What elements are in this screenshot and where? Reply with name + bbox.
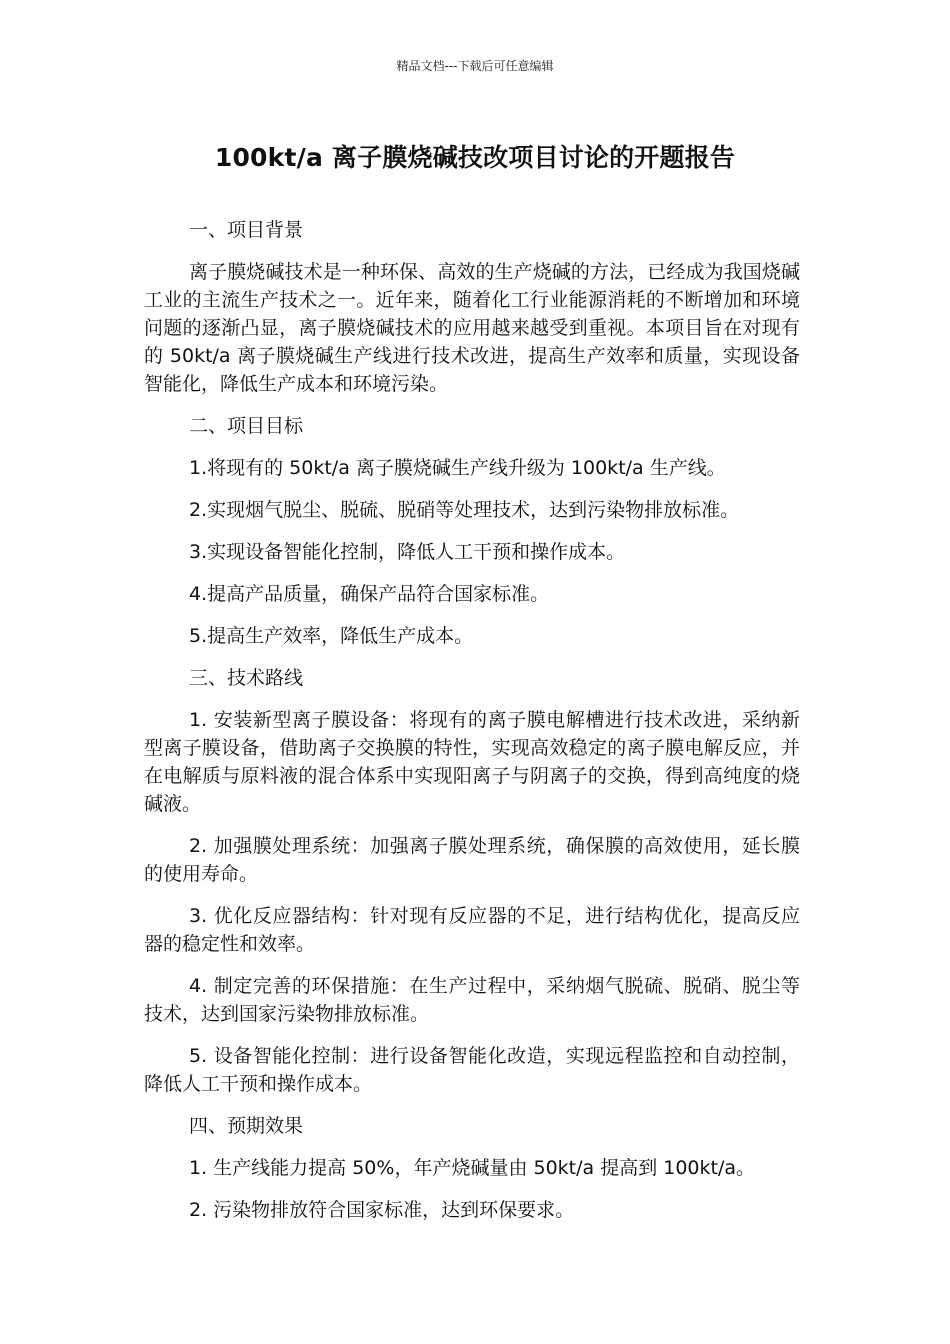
list-item: 1. 安装新型离子膜设备：将现有的离子膜电解槽进行技术改进，采纳新型离子膜设备，借助离子交换膜的特性，实现高效稳定的离子膜电解反应，并在电解质与原料液的混合体系中实现阳离子与阴离子的交换，得到高纯度的烧碱液。 bbox=[144, 709, 800, 815]
list-item: 2. 加强膜处理系统：加强离子膜处理系统，确保膜的高效使用，延长膜的使用寿命。 bbox=[144, 835, 800, 885]
list-item: 3. 优化反应器结构：针对现有反应器的不足，进行结构优化，提高反应器的稳定性和效率。 bbox=[144, 905, 800, 955]
list-item: 1. 生产线能力提高 50%，年产烧碱量由 50kt/a 提高到 100kt/a。 bbox=[189, 1157, 755, 1179]
list-item: 2. 污染物排放符合国家标准，达到环保要求。 bbox=[189, 1199, 575, 1221]
list-item: 1.将现有的 50kt/a 离子膜烧碱生产线升级为 100kt/a 生产线。 bbox=[189, 457, 726, 479]
section-heading: 一、项目背景 bbox=[189, 219, 304, 241]
list-item: 4.提高产品质量，确保产品符合国家标准。 bbox=[189, 583, 550, 605]
section-heading: 二、项目目标 bbox=[189, 415, 304, 437]
list-item: 4. 制定完善的环保措施：在生产过程中，采纳烟气脱硫、脱硝、脱尘等技术，达到国家污染物排放标准。 bbox=[144, 975, 800, 1025]
list-item: 3.实现设备智能化控制，降低人工干预和操作成本。 bbox=[189, 541, 626, 563]
page-header: 精品文档---下载后可任意编辑 bbox=[396, 59, 554, 73]
section-heading: 三、技术路线 bbox=[189, 667, 304, 689]
list-item: 2.实现烟气脱尘、脱硫、脱硝等处理技术，达到污染物排放标准。 bbox=[189, 499, 740, 521]
list-item: 5. 设备智能化控制：进行设备智能化改造，实现远程监控和自动控制，降低人工干预和操作成本。 bbox=[144, 1045, 800, 1095]
section-heading: 四、预期效果 bbox=[189, 1115, 304, 1137]
document-body bbox=[144, 216, 800, 1238]
paragraph: 离子膜烧碱技术是一种环保、高效的生产烧碱的方法，已经成为我国烧碱工业的主流生产技术之一。近年来，随着化工行业能源消耗的不断增加和环境问题的逐渐凸显，离子膜烧碱技术的应用越来越受到重视。本项目旨在对现有的 50kt/a 离子膜烧碱生产线进行技术改进，提高生产效率和质量，实现设备智能化，降低生产成本和环境污染。 bbox=[144, 261, 800, 395]
document-title: 100kt/a 离子膜烧碱技改项目讨论的开题报告 bbox=[214, 143, 736, 172]
list-item: 5.提高生产效率，降低生产成本。 bbox=[189, 625, 474, 647]
